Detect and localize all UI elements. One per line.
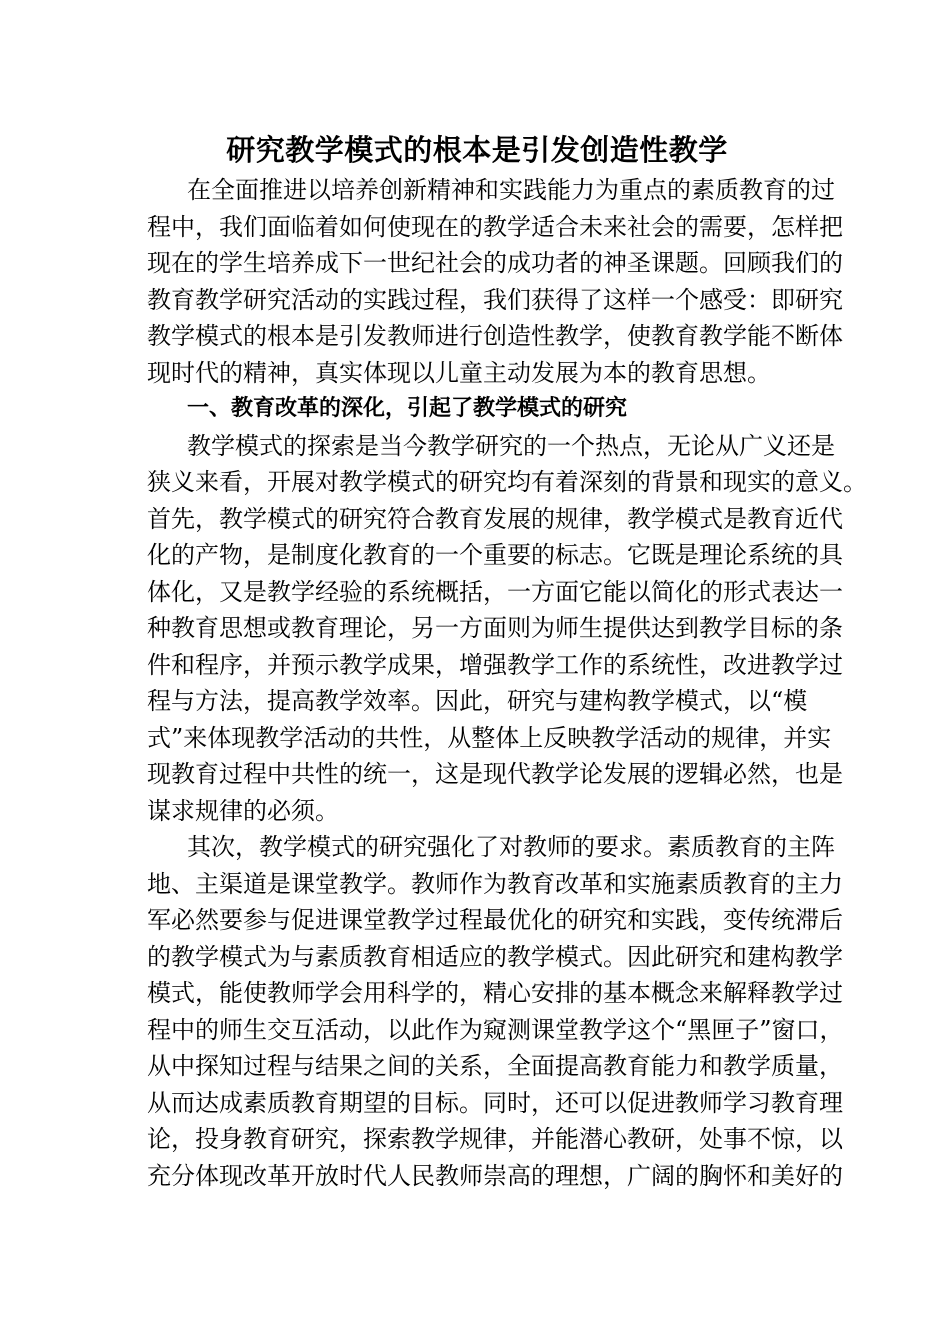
paragraph-line: 教学模式的探索是当今教学研究的一个热点，无论从广义还是 — [187, 431, 835, 460]
paragraph-line: 论，投身教育研究，探索教学规律，并能潜心教研，处事不惊，以 — [147, 1125, 843, 1153]
paragraph-line: 教育教学研究活动的实践过程，我们获得了这样一个感受：即研究 — [147, 285, 843, 314]
paragraph-line: 从而达成素质教育期望的目标。同时，还可以促进教师学习教育理 — [147, 1088, 843, 1117]
paragraph-line: 军必然要参与促进课堂教学过程最优化的研究和实践，变传统滞后 — [147, 906, 843, 934]
paragraph-line: 教学模式的根本是引发教师进行创造性教学，使教育教学能不断体 — [147, 322, 843, 350]
paragraph-line: 谋求规律的必须。 — [147, 796, 339, 825]
paragraph-line: 狭义来看，开展对教学模式的研究均有着深刻的背景和现实的意义。 — [147, 468, 867, 496]
paragraph-line: 现时代的精神，真实体现以儿童主动发展为本的教育思想。 — [147, 358, 771, 387]
paragraph-line: 首先，教学模式的研究符合教育发展的规律，教学模式是教育近代 — [147, 504, 843, 533]
paragraph-line: 现在的学生培养成下一世纪社会的成功者的神圣课题。回顾我们的 — [147, 249, 843, 277]
paragraph-line: 的教学模式为与素质教育相适应的教学模式。因此研究和建构教学 — [147, 942, 843, 971]
paragraph-line: 程与方法，提高教学效率。因此，研究与建构教学模式，以“模 — [147, 687, 808, 715]
paragraph-line: 程中，我们面临着如何使现在的教学适合未来社会的需要，怎样把 — [147, 212, 843, 241]
paragraph-line: 充分体现改革开放时代人民教师崇高的理想，广阔的胸怀和美好的 — [147, 1161, 843, 1190]
paragraph-line: 从中探知过程与结果之间的关系，全面提高教育能力和教学质量， — [147, 1052, 843, 1080]
paragraph-line: 种教育思想或教育理论，另一方面则为师生提供达到教学目标的条 — [147, 614, 843, 642]
section-heading: 一、教育改革的深化，引起了教学模式的研究 — [187, 396, 628, 421]
paragraph-line: 地、主渠道是课堂教学。教师作为教育改革和实施素质教育的主力 — [147, 869, 843, 898]
document-title: 研究教学模式的根本是引发创造性教学 — [226, 133, 728, 167]
paragraph-line: 化的产物，是制度化教育的一个重要的标志。它既是理论系统的具 — [147, 541, 843, 569]
paragraph-line: 程中的师生交互活动，以此作为窥测课堂教学这个“黑匣子”窗口， — [147, 1015, 844, 1044]
paragraph-line: 件和程序，并预示教学成果，增强教学工作的系统性，改进教学过 — [147, 650, 843, 679]
paragraph-line: 在全面推进以培养创新精神和实践能力为重点的素质教育的过 — [187, 176, 835, 204]
paragraph-line: 模式，能使教师学会用科学的，精心安排的基本概念来解释教学过 — [147, 979, 843, 1007]
document-page — [147, 128, 867, 1194]
paragraph-line: 体化，又是教学经验的系统概括，一方面它能以简化的形式表达一 — [147, 577, 843, 606]
paragraph-line: 式”来体现教学活动的共性，从整体上反映教学活动的规律，并实 — [147, 723, 832, 752]
paragraph-line: 其次，教学模式的研究强化了对教师的要求。素质教育的主阵 — [187, 833, 835, 861]
paragraph-line: 现教育过程中共性的统一，这是现代教学论发展的逻辑必然，也是 — [147, 760, 843, 788]
